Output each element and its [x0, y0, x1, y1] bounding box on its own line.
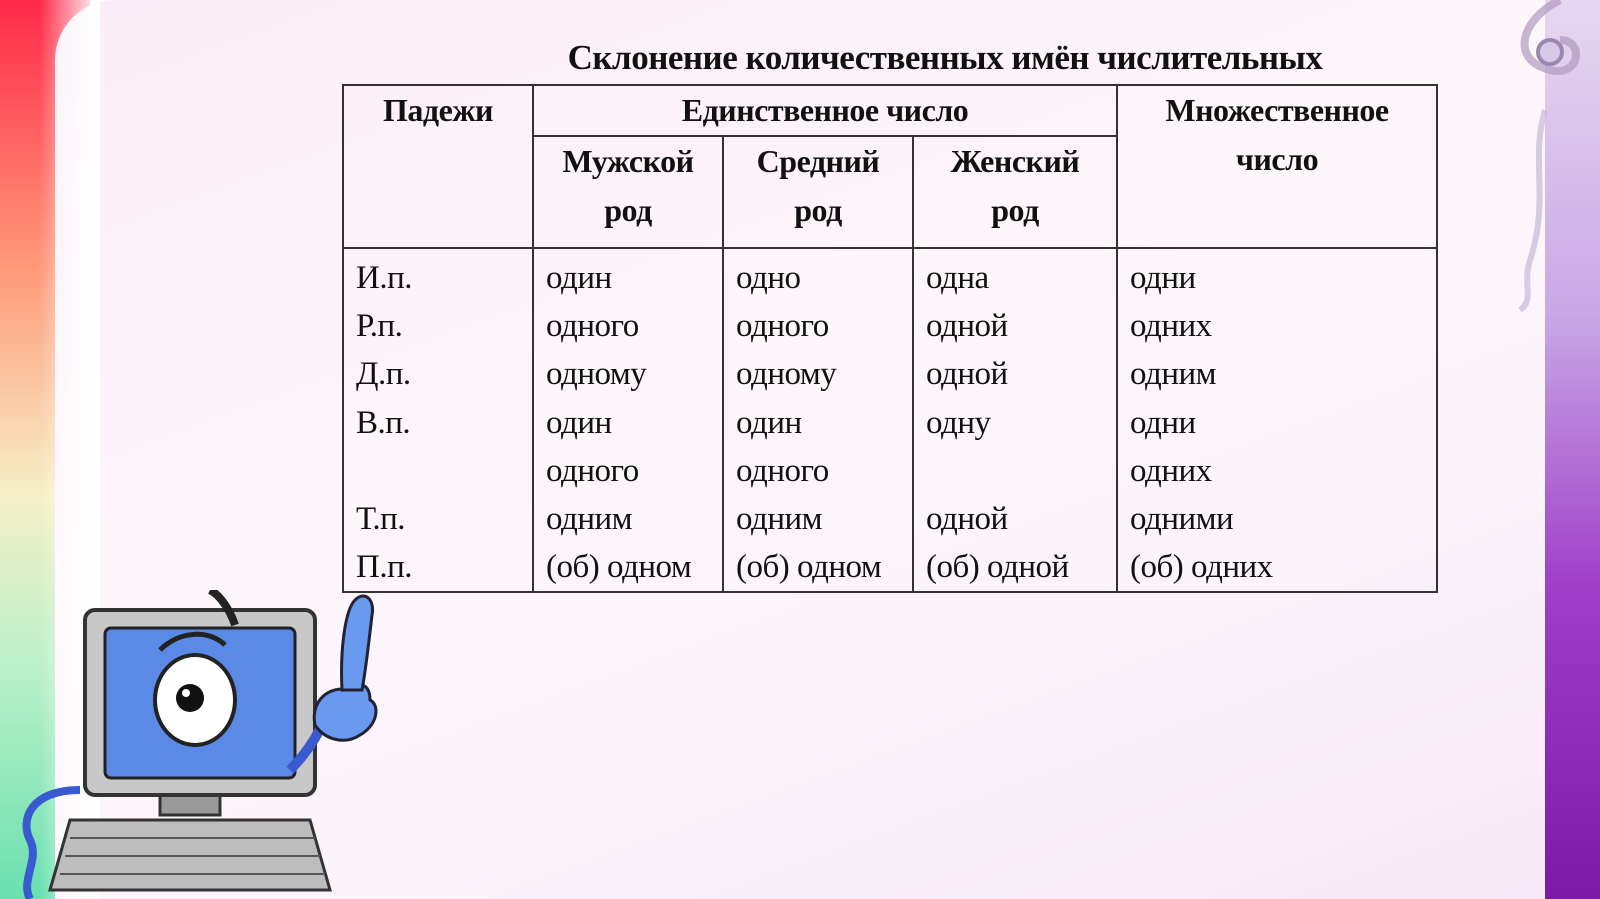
table-cell: одни	[1130, 404, 1196, 441]
header-masculine: Мужской род	[533, 136, 723, 248]
table-cell: одним	[546, 500, 633, 537]
header-neuter: Средний род	[723, 136, 913, 248]
table-cell: одному	[546, 356, 647, 393]
column-plural	[1117, 248, 1437, 592]
table-cell: одна	[926, 260, 989, 296]
case-label: Т.п.	[356, 500, 406, 537]
table-cell: (об) одних	[1130, 549, 1273, 586]
computer-mascot-pointing-icon	[10, 590, 400, 899]
header-feminine: Женский род	[913, 136, 1117, 248]
table-cell: одних	[1130, 308, 1212, 345]
column-cases	[343, 248, 533, 592]
case-label: Д.п.	[356, 356, 411, 393]
decorative-swirl-icon	[1490, 0, 1590, 320]
case-label	[356, 447, 532, 495]
slide-title: Склонение количественных имён числительных	[567, 38, 1323, 77]
header-plural: Множественное число	[1117, 85, 1437, 248]
column-masculine	[533, 248, 723, 592]
case-label: В.п.	[356, 404, 411, 441]
table-cell: один	[546, 404, 612, 441]
table-cell: одного	[736, 452, 829, 489]
table-cell: (об) одном	[736, 549, 882, 586]
table-cell: одними	[1130, 500, 1234, 537]
table-cell: (об) одном	[546, 549, 692, 586]
table-cell: одну	[926, 404, 991, 441]
declension-table	[342, 84, 1438, 593]
case-label: И.п.	[356, 260, 412, 296]
table-cell: один	[546, 260, 612, 296]
table-cell: один	[736, 404, 802, 441]
table-cell: одной	[926, 356, 1008, 393]
table-cell: одно	[736, 260, 801, 296]
case-label: П.п.	[356, 549, 412, 586]
table-cell: одного	[546, 308, 639, 345]
header-cases: Падежи	[343, 85, 533, 248]
table-cell: одни	[1130, 260, 1196, 296]
table-cell: одним	[1130, 356, 1217, 393]
case-label: Р.п.	[356, 308, 403, 345]
table-cell: одной	[926, 308, 1008, 345]
table-cell: одного	[736, 308, 829, 345]
column-neuter	[723, 248, 913, 592]
table-cell: одной	[926, 500, 1008, 537]
table-cell: одному	[736, 356, 837, 393]
table-cell: (об) одной	[926, 549, 1069, 586]
table-cell: одних	[1130, 452, 1212, 489]
table-cell: одним	[736, 500, 823, 537]
header-singular: Единственное число	[533, 85, 1117, 136]
column-feminine	[913, 248, 1117, 592]
table-cell: одного	[546, 452, 639, 489]
table-cell	[926, 447, 1116, 495]
